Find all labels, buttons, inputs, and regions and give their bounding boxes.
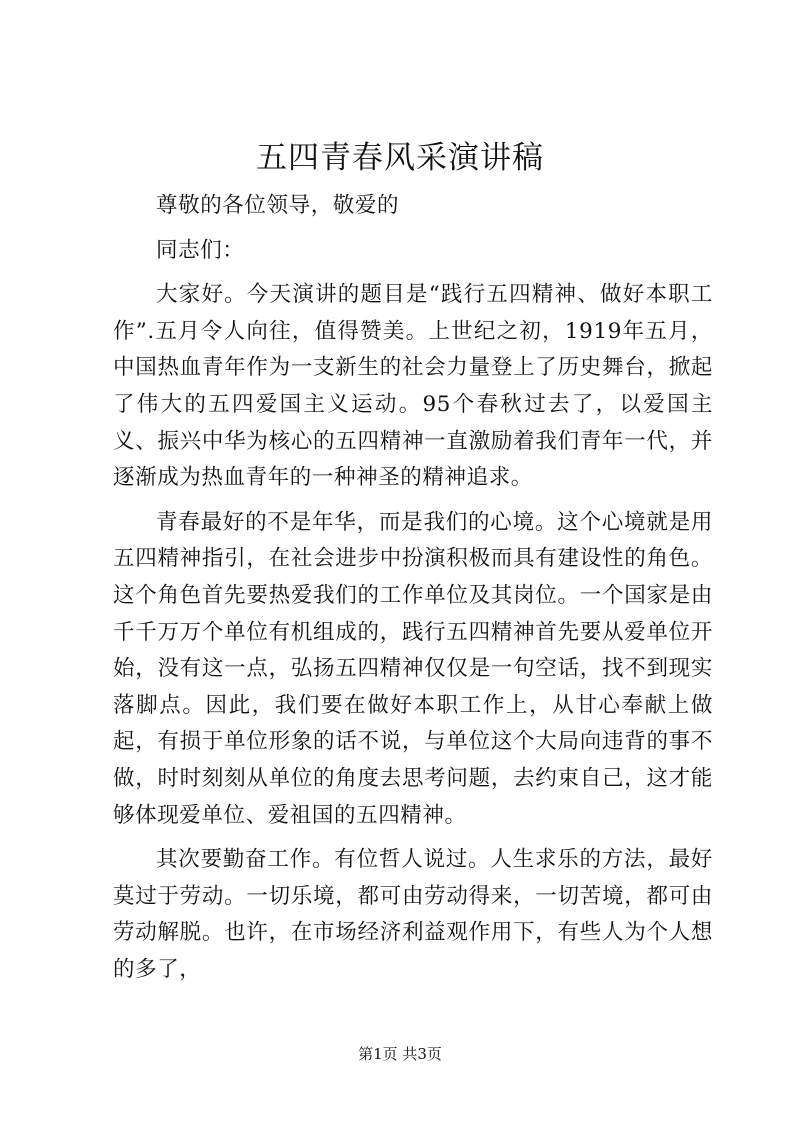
paragraph-intro: 大家好。今天演讲的题目是“践行五四精神、做好本职工作”.五月令人向往，值得赞美。上世纪之初，1919年五月，中国热血青年作为一支新生的社会力量登上了历史舞台，掀起了伟大的五四爱国主义运动。95个春秋过去了，以爱国主义、振兴中华为核心的五四精神一直激励着我们青年一代，并逐渐成为热血青年的一种神圣的精神追求。 <box>113 282 713 491</box>
document-title: 五四青春风采演讲稿 <box>256 140 544 176</box>
page-number-footer: 第1页 共3页 <box>358 1045 442 1063</box>
salutation-line-1: 尊敬的各位领导，敬爱的 <box>156 193 400 218</box>
paragraph-youth-mindset: 青春最好的不是年华，而是我们的心境。这个心境就是用五四精神指引，在社会进步中扮演积极而具有建设性的角色。这个角色首先要热爱我们的工作单位及其岗位。一个国家是由千千万万个单位有机组成的，践行五四精神首先要从爱单位开始，没有这一点，弘扬五四精神仅仅是一句空话，找不到现实落脚点。因此，我们要在做好本职工作上，从甘心奉献上做起，有损于单位形象的话不说，与单位这个大局向违背的事不做，时时刻刻从单位的角度去思考问题，去约束自己，这才能够体现爱单位、爱祖国的五四精神。 <box>113 509 713 828</box>
document-body <box>113 188 713 996</box>
salutation-line-2: 同志们： <box>156 237 245 263</box>
paragraph-diligent-work: 其次要勤奋工作。有位哲人说过。人生求乐的方法，最好莫过于劳动。一切乐境，都可由劳动得来，一切苦境，都可由劳动解脱。也许，在市场经济利益观作用下，有些人为个人想的多了， <box>113 847 713 982</box>
